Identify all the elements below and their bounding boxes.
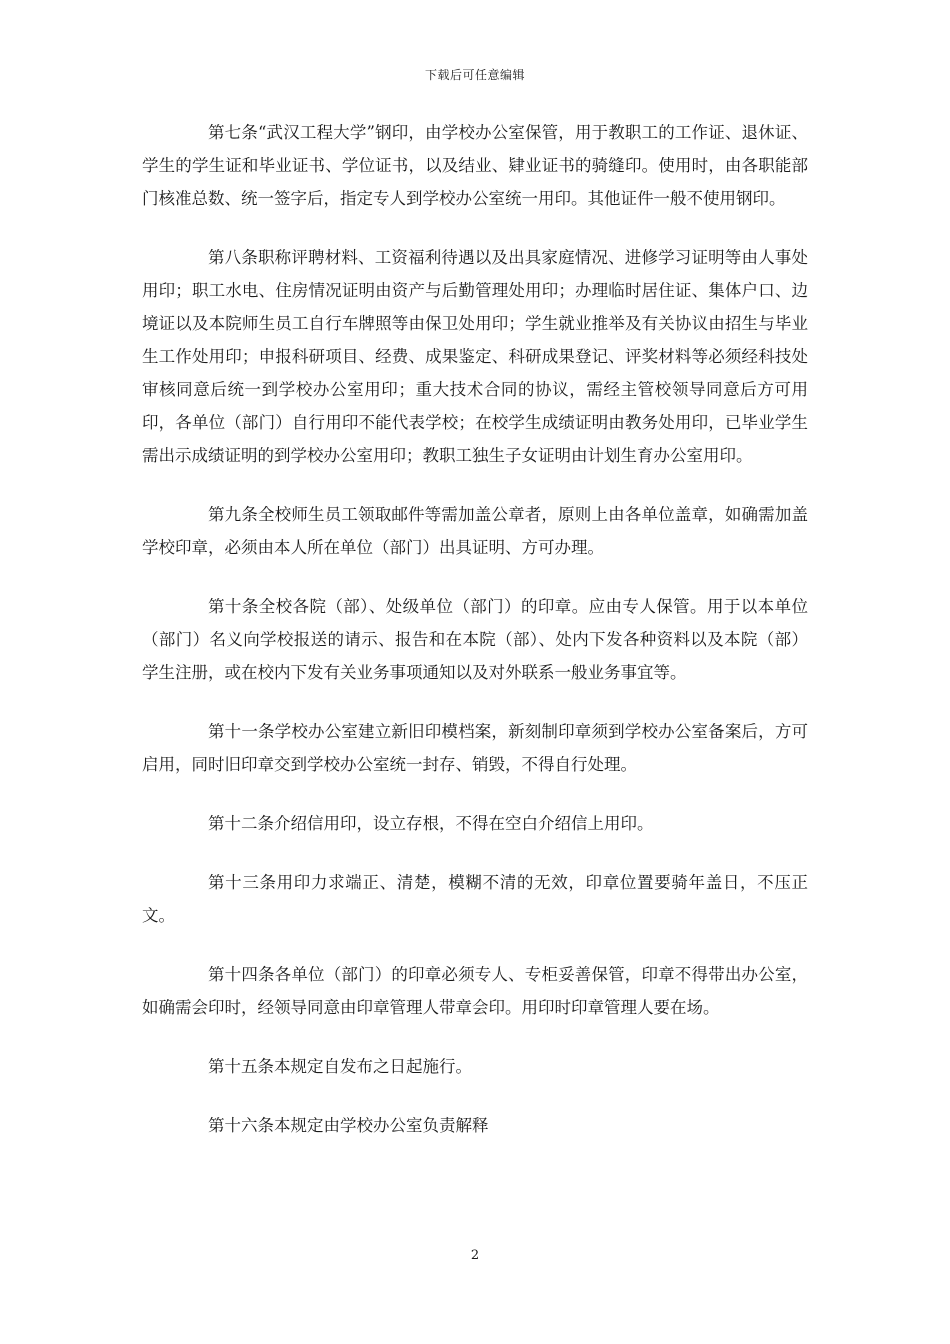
article-7-paragraph: 第七条“武汉工程大学”钢印，由学校办公室保管，用于教职工的工作证、退休证、学生的学生证和毕业证书、学位证书，以及结业、肄业证书的骑缝印。使用时，由各职能部门核准总数、统一签字后，指定专人到学校办公室统一用印。其他证件一般不使用钢印。 (142, 123, 808, 208)
article-13-paragraph: 第十三条用印力求端正、清楚，模糊不清的无效，印章位置要骑年盖日，不压正文。 (142, 873, 808, 925)
article-16-paragraph: 第十六条本规定由学校办公室负责解释 (208, 1116, 489, 1135)
page-header: 下载后可任意编辑 (424, 68, 525, 82)
article-15-paragraph: 第十五条本规定自发布之日起施行。 (208, 1057, 472, 1076)
page-number: 2 (470, 1248, 480, 1263)
article-10-paragraph: 第十条全校各院（部）、处级单位（部门）的印章。应由专人保管。用于以本单位（部门）名义向学校报送的请示、报告和在本院（部）、处内下发各种资料以及本院（部）学生注册，或在校内下发有关业务事项通知以及对外联系一般业务事宜等。 (142, 597, 808, 682)
document-body (142, 116, 808, 1168)
article-9-paragraph: 第九条全校师生员工领取邮件等需加盖公章者，原则上由各单位盖章，如确需加盖学校印章，必须由本人所在单位（部门）出具证明、方可办理。 (142, 505, 808, 557)
article-14-paragraph: 第十四条各单位（部门）的印章必须专人、专柜妥善保管，印章不得带出办公室，如确需会印时，经领导同意由印章管理人带章会印。用印时印章管理人要在场。 (142, 965, 808, 1017)
article-12-paragraph: 第十二条介绍信用印，设立存根，不得在空白介绍信上用印。 (208, 814, 654, 833)
article-11-paragraph: 第十一条学校办公室建立新旧印模档案，新刻制印章须到学校办公室备案后，方可启用，同时旧印章交到学校办公室统一封存、销毁，不得自行处理。 (142, 722, 808, 774)
article-8-paragraph: 第八条职称评聘材料、工资福利待遇以及出具家庭情况、进修学习证明等由人事处用印；职工水电、住房情况证明由资产与后勤管理处用印；办理临时居住证、集体户口、边境证以及本院师生员工自行车牌照等由保卫处用印；学生就业推举及有关协议由招生与毕业生工作处用印；申报科研项目、经费、成果鉴定、科研成果登记、评奖材料等必须经科技处审核同意后统一到学校办公室用印；重大技术合同的协议，需经主管校领导同意后方可用印，各单位（部门）自行用印不能代表学校；在校学生成绩证明由教务处用印，已毕业学生需出示成绩证明的到学校办公室用印；教职工独生子女证明由计划生育办公室用印。 (142, 248, 808, 465)
